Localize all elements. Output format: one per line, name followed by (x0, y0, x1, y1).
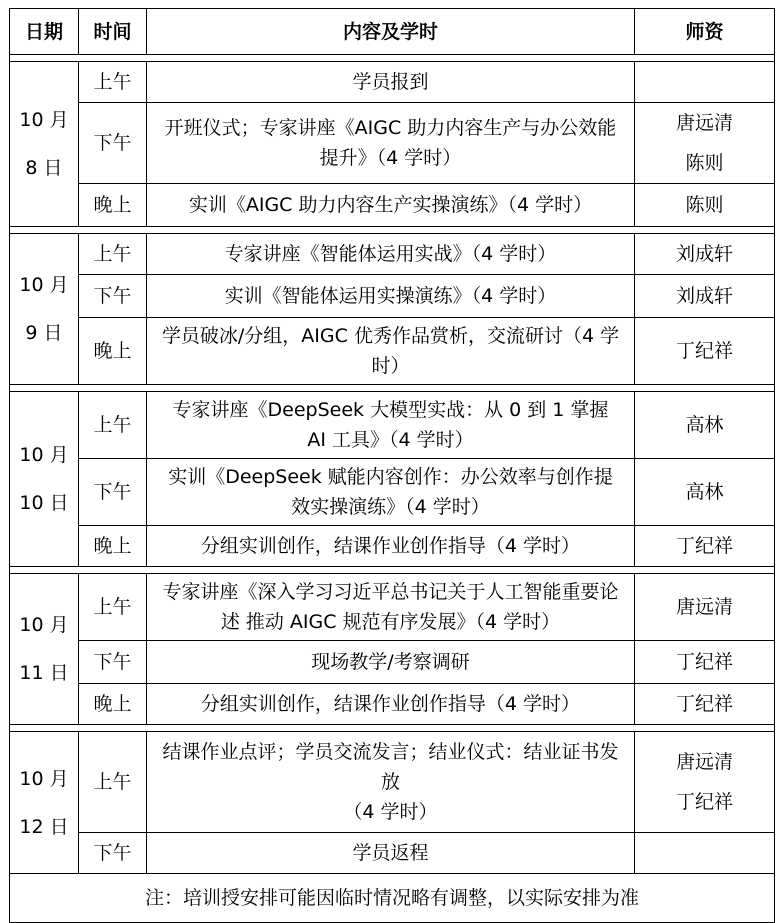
teacher-cell: 刘成轩 (635, 275, 775, 318)
date-cell: 10 月 8 日 (10, 62, 79, 227)
content-cell: 学员报到 (147, 62, 635, 103)
content-cell: 结课作业点评；学员交流发言；结业仪式：结业证书发放 （4 学时） (147, 732, 635, 833)
table-row (10, 684, 775, 725)
content-cell: 分组实训创作，结课作业创作指导（4 学时） (147, 684, 635, 725)
table-row (10, 833, 775, 874)
period-cell: 下午 (79, 833, 147, 874)
date-cell: 10 月 12 日 (10, 732, 79, 874)
teacher-cell (635, 62, 775, 103)
period-cell: 下午 (79, 641, 147, 684)
table-row (10, 641, 775, 684)
content-cell: 专家讲座《DeepSeek 大模型实战：从 0 到 1 掌握 AI 工具》（4 学时） (147, 392, 635, 459)
table-row (10, 459, 775, 526)
period-cell: 上午 (79, 574, 147, 641)
period-cell: 下午 (79, 275, 147, 318)
content-cell: 现场教学/考察调研 (147, 641, 635, 684)
spacer-row (10, 567, 775, 574)
table-row (10, 318, 775, 385)
teacher-cell: 丁纪祥 (635, 641, 775, 684)
period-cell: 下午 (79, 103, 147, 184)
header-content: 内容及学时 (147, 9, 635, 55)
content-cell: 专家讲座《智能体运用实战》（4 学时） (147, 234, 635, 275)
spacer-row (10, 385, 775, 392)
note-row (10, 874, 775, 923)
period-cell: 晚上 (79, 526, 147, 567)
teacher-cell: 唐远清 (635, 574, 775, 641)
table-row (10, 234, 775, 275)
teacher-cell: 刘成轩 (635, 234, 775, 275)
teacher-cell: 高林 (635, 392, 775, 459)
teacher-cell (635, 833, 775, 874)
spacer-row (10, 55, 775, 62)
teacher-cell: 丁纪祥 (635, 526, 775, 567)
date-cell: 10 月 9 日 (10, 234, 79, 385)
note-text: 注：培训授安排可能因临时情况略有调整，以实际安排为准 (10, 874, 775, 923)
content-cell: 学员破冰/分组，AIGC 优秀作品赏析，交流研讨（4 学时） (147, 318, 635, 385)
teacher-cell: 高林 (635, 459, 775, 526)
content-cell: 开班仪式；专家讲座《AIGC 助力内容生产与办公效能提升》（4 学时） (147, 103, 635, 184)
table-row (10, 62, 775, 103)
spacer-row (10, 227, 775, 234)
table-row (10, 275, 775, 318)
date-cell: 10 月 10 日 (10, 392, 79, 567)
content-cell: 实训《AIGC 助力内容生产实操演练》（4 学时） (147, 184, 635, 227)
content-cell: 实训《DeepSeek 赋能内容创作：办公效率与创作提效实操演练》（4 学时） (147, 459, 635, 526)
table-row (10, 392, 775, 459)
header-time: 时间 (79, 9, 147, 55)
content-cell: 学员返程 (147, 833, 635, 874)
table-row (10, 103, 775, 184)
period-cell: 下午 (79, 459, 147, 526)
spacer-row (10, 725, 775, 732)
period-cell: 上午 (79, 234, 147, 275)
table-row (10, 526, 775, 567)
content-cell: 分组实训创作，结课作业创作指导（4 学时） (147, 526, 635, 567)
teacher-cell: 唐远清 陈则 (635, 103, 775, 184)
period-cell: 晚上 (79, 318, 147, 385)
date-cell: 10 月 11 日 (10, 574, 79, 725)
period-cell: 上午 (79, 392, 147, 459)
teacher-cell: 丁纪祥 (635, 684, 775, 725)
teacher-cell: 丁纪祥 (635, 318, 775, 385)
header-teacher: 师资 (635, 9, 775, 55)
period-cell: 上午 (79, 732, 147, 833)
content-cell: 专家讲座《深入学习习近平总书记关于人工智能重要论述 推动 AIGC 规范有序发展》（4 学时） (147, 574, 635, 641)
header-row (10, 9, 775, 55)
table-row (10, 574, 775, 641)
table-row (10, 184, 775, 227)
header-date: 日期 (10, 9, 79, 55)
period-cell: 上午 (79, 62, 147, 103)
table-row (10, 732, 775, 833)
period-cell: 晚上 (79, 184, 147, 227)
teacher-cell: 唐远清 丁纪祥 (635, 732, 775, 833)
period-cell: 晚上 (79, 684, 147, 725)
content-cell: 实训《智能体运用实操演练》（4 学时） (147, 275, 635, 318)
teacher-cell: 陈则 (635, 184, 775, 227)
schedule-table (9, 8, 775, 923)
